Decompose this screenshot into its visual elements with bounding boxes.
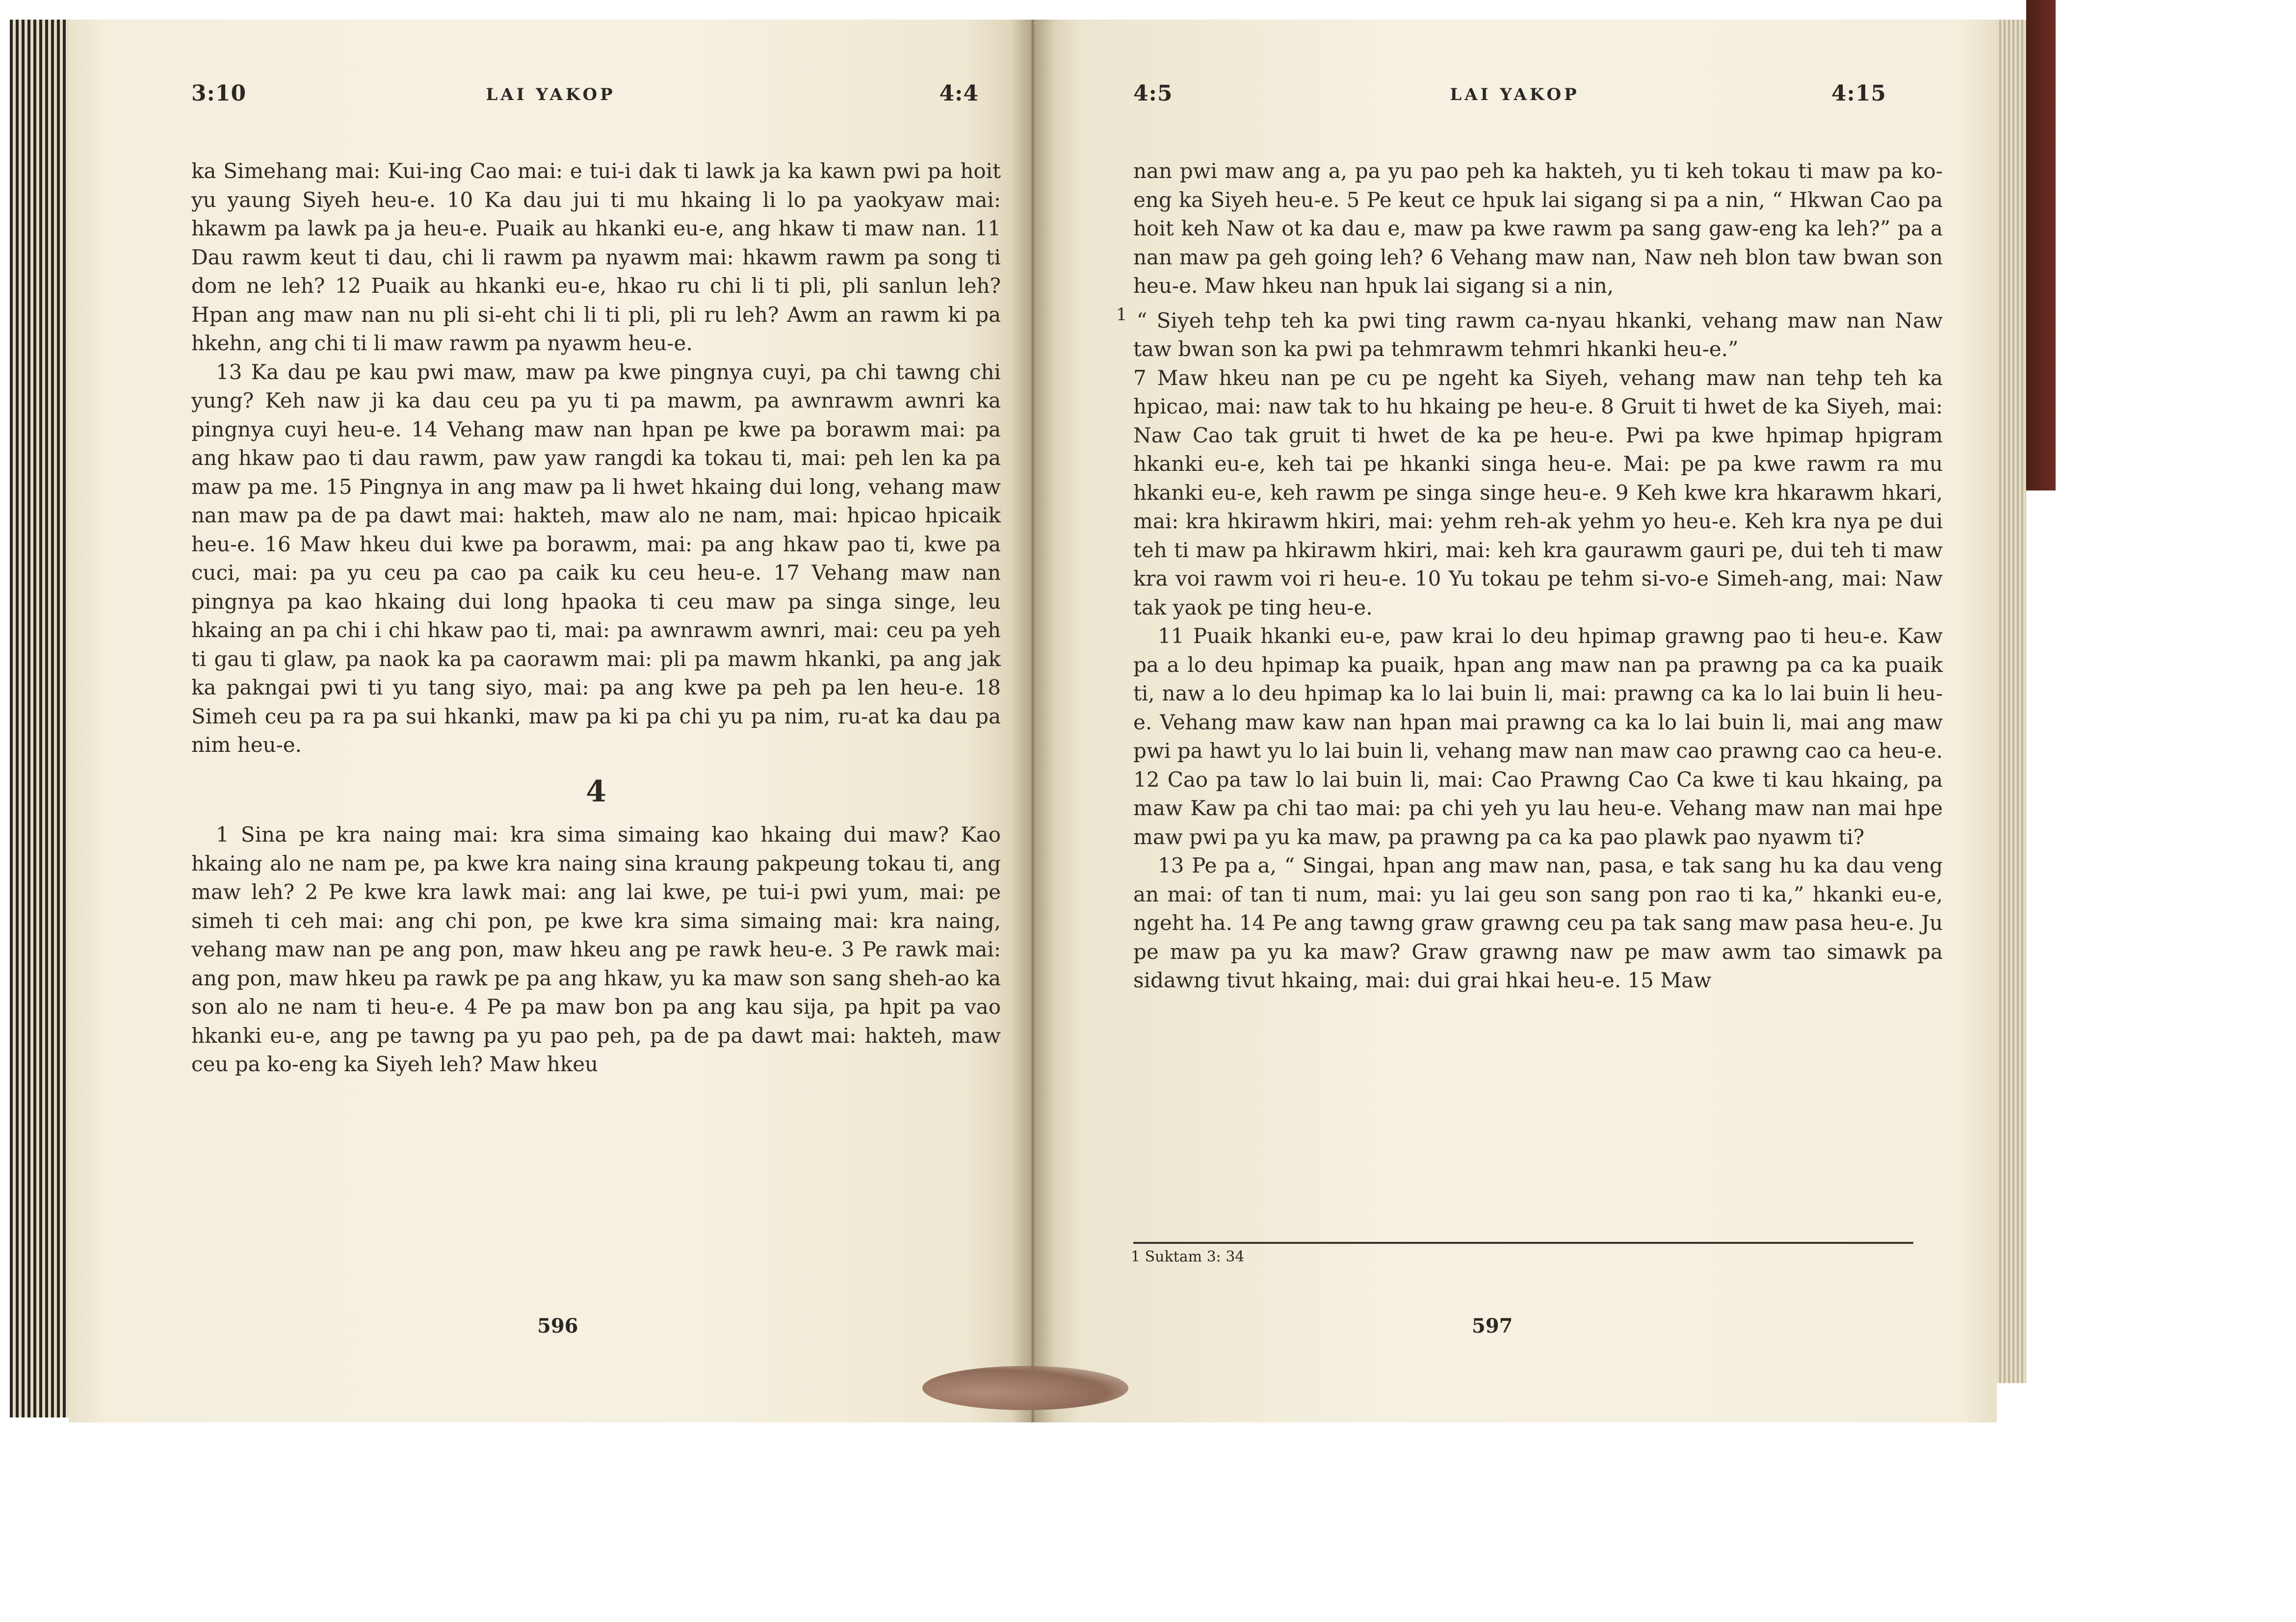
page-body: [1116, 157, 1943, 995]
page-edges-left: [10, 20, 69, 1417]
footnote-marker: 1: [1116, 305, 1127, 325]
header-book-title: LAI YAKOP: [486, 85, 616, 104]
paragraph: 11 Puaik hkanki eu-e, paw krai lo deu hpimap grawng pao ti heu-e. Kaw pa a lo deu hpimap ka puaik, hpan ang maw nan pa prawng pa ca ka puaik ti, naw a lo deu hpimap ka lo lai buin li, mai: prawng ca ka lo lai buin li heu-e. Vehang maw kaw nan hpan mai prawng ca ka lo lai buin li, mai ang maw pwi pa hawt yu lo lai buin li, vehang maw nan maw cao prawng cao ca heu-e. 12 Cao pa taw lo lai buin li, mai: Cao Prawng Cao Ca kwe ti kau hkaing, pa maw Kaw pa chi tao mai: pa chi yeh yu lau heu-e. Vehang maw nan mai hpe maw pwi pa yu ka maw, pa prawng pa ca ka pao plawk pao nyawm ti?: [1133, 624, 1943, 849]
book-gutter: [1011, 20, 1055, 1422]
footnote: 1 Suktam 3: 34: [1131, 1248, 1245, 1265]
fingers-holding-book: [922, 1366, 1128, 1410]
paragraph: 13 Pe pa a, “ Singai, hpan ang maw nan, pasa, e tak sang hu ka dau veng an mai: of tan ti num, mai: yu lai geu son sang pon rao ti ka,” hkanki eu-e, ngeht ha. 14 Pe ang tawng graw grawng ceu pa tak sang maw pasa heu-e. Ju pe maw pa yu ka maw? Graw grawng naw pe maw awm tao simawk pa sidawng tivut hkaing, mai: dui grai hkai heu-e. 15 Maw: [1133, 853, 1943, 992]
right-page: [1033, 20, 1997, 1422]
paragraph: 7 Maw hkeu nan pe cu pe ngeht ka Siyeh, vehang maw nan tehp teh ka hpicao, mai: naw tak to hu hkaing pe heu-e. 8 Gruit ti hwet de ka Siyeh, mai: Naw Cao tak gruit ti hwet de ka pe heu-e. Pwi pa kwe hpimap hpigram hkanki eu-e, keh tai pe hkanki singa heu-e. Mai: pe pa kwe rawm ra mu hkanki eu-e, keh rawm pe singa singe heu-e. 9 Keh kwe kra hkarawm hkari, mai: kra hkirawm hkiri, mai: yehm reh-ak yehm yo heu-e. Keh kra nya pe dui teh ti maw pa hkirawm hkiri, mai: keh kra gaurawm gauri pe, dui teh ti maw kra voi rawm voi ri heu-e. 10 Yu tokau pe tehm si-vo-e Simeh-ang, mai: Naw tak yaok pe ting heu-e.: [1133, 365, 1943, 619]
header-verse-start: 3:10: [191, 81, 247, 106]
header-verse-end: 4:4: [939, 81, 979, 106]
quotation-text: “ Siyeh tehp teh ka pwi ting rawm ca-nyau hkanki, vehang maw nan Naw taw bwan son ka pwi pa tehmrawm tehmri hkanki heu-e.”: [1133, 308, 1943, 361]
book-cover-edge: [2026, 0, 2056, 490]
paragraph: 1 Sina pe kra naing mai: kra sima simaing kao hkaing dui maw? Kao hkaing alo ne nam pe, pa kwe kra naing sina kraung pakpeung tokau ti, ang maw leh? 2 Pe kwe kra lawk mai: ang lai kwe, pe tui-i pwi yum, mai: pe simeh ti ceh mai: ang chi pon, pe kwe kra sima simaing mai: kra naing, vehang maw nan pe ang pon, maw hkeu ang pe rawk heu-e. 3 Pe rawk mai: ang pon, maw hkeu pa rawk pe pa ang hkaw, yu ka maw son sang sheh-ao ka son alo ne nam ti heu-e. 4 Pe pa maw bon pa ang kau sija, pa hpit pa vao hkanki eu-e, ang pe tawng pa yu pao peh, pa de pa dawt mai: hakteh, maw ceu pa ko-eng ka Siyeh leh? Maw hkeu: [191, 823, 1001, 1076]
chapter-heading: 4: [586, 774, 606, 809]
page-edges-right: [1997, 20, 2026, 1383]
paragraph: 13 Ka dau pe kau pwi maw, maw pa kwe pingnya cuyi, pa chi tawng chi yung? Keh naw ji ka dau ceu pa yu ti pa mawm, pa awnrawm awnri ka pingnya cuyi heu-e. 14 Vehang maw nan hpan pe kwe pa borawm mai: pa ang hkaw pao ti dau rawm, paw yaw rangdi ka tokau ti, mai: peh len ka pa maw pa me. 15 Pingnya in ang maw pa li hwet hkaing dui long, vehang maw nan maw pa de pa dawt mai: hakteh, maw alo ne nam, mai: hpicao hpicaik heu-e. 16 Maw hkeu dui kwe pa borawm, mai: pa ang hkaw pao ti, kwe pa cuci, mai: pa yu ceu pa cao pa caik ku ceu heu-e. 17 Vehang maw nan pingnya pa kao hkaing dui long hpaoka ti ceu maw pa singa singe, leu hkaing an pa chi i chi hkaw pao ti, mai: pa awnrawm awnri, mai: ceu pa yeh ti gau ti glaw, pa naok ka pa caorawm mai: pli pa mawm hkanki, pa ang jak ka pakngai pwi ti yu tang siyo, mai: pa ang kwe pa peh pa len heu-e. 18 Simeh ceu pa ra pa sui hkanki, maw pa ki pa chi yu pa nim, ru-at ka dau pa nim heu-e.: [191, 360, 1001, 757]
page-number: 597: [1472, 1314, 1513, 1338]
footnote-rule: [1133, 1242, 1913, 1244]
page-body: [191, 157, 1001, 1079]
paragraph: nan pwi maw ang a, pa yu pao peh ka hakteh, yu ti keh tokau ti maw pa ko-eng ka Siyeh heu-e. 5 Pe keut ce hpuk lai sigang si pa a nin, “ Hkwan Cao pa hoit keh Naw ot ka dau e, maw pa kwe rawm pa sang gaw-eng ka leh?” pa a nan maw pa geh going leh? 6 Vehang maw nan, Naw neh blon taw bwan son heu-e. Maw hkeu nan hpuk lai sigang si a nin,: [1133, 159, 1943, 298]
header-verse-end: 4:15: [1831, 81, 1886, 106]
header-verse-start: 4:5: [1133, 81, 1173, 106]
quotation-block: [1116, 301, 1943, 364]
page-number: 596: [537, 1314, 578, 1338]
header-book-title: LAI YAKOP: [1450, 85, 1580, 104]
running-header: [1033, 81, 1997, 115]
paragraph: ka Simehang mai: Kui-ing Cao mai: e tui-i dak ti lawk ja ka kawn pwi pa hoit yu yaung Siyeh heu-e. 10 Ka dau jui ti mu hkaing li lo pa yaokyaw mai: hkawm pa lawk pa ja heu-e. Puaik au hkanki eu-e, ang hkaw ti maw nan. 11 Dau rawm keut ti dau, chi li rawm pa nyawm mai: hkawm rawm pa song ti dom ne leh? 12 Puaik au hkanki eu-e, hkao ru chi li ti pli, pli sanlun leh? Hpan ang maw nan nu pli si-eht chi li ti pli, pli ru leh? Awm an rawm ki pa hkehn, ang chi ti li maw rawm pa nyawm heu-e.: [191, 159, 1001, 355]
running-header: [69, 81, 1033, 115]
left-page: [69, 20, 1033, 1422]
